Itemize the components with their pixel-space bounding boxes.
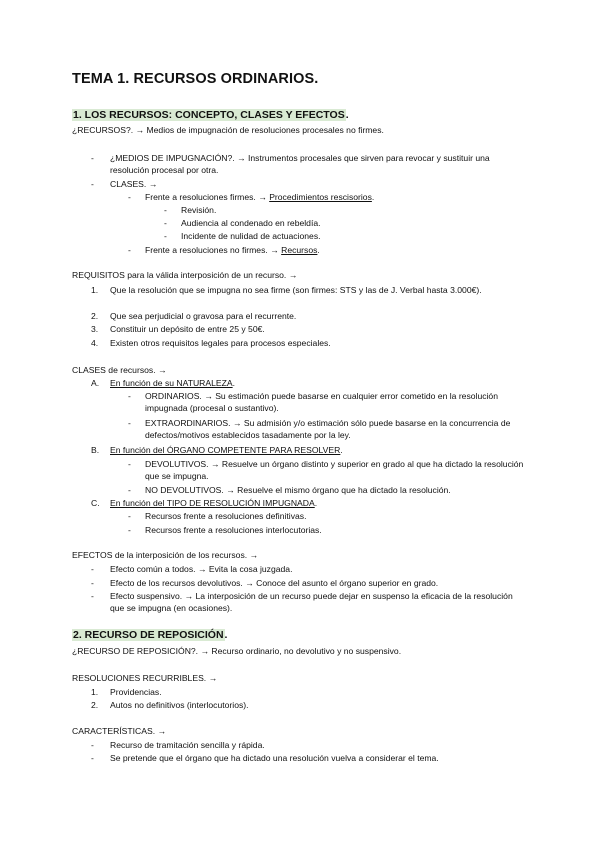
bullet-dash: -	[91, 153, 94, 163]
firmes-item: Frente a resoluciones firmes. → Procedimientos rescisorios.	[145, 192, 375, 202]
bullet-dash: -	[91, 753, 94, 763]
bullet-dash: -	[128, 418, 131, 428]
list-number: 2.	[91, 700, 99, 710]
efecto-item: Efecto de los recursos devolutivos. → Conoce del asunto el órgano superior en grado.	[110, 578, 439, 588]
requisito-item: Existen otros requisitos legales para procesos especiales.	[110, 338, 331, 348]
bullet-dash: -	[91, 591, 94, 601]
list-number: 2.	[91, 311, 99, 321]
resolucion-item: Providencias.	[110, 687, 162, 697]
clases-recursos-heading: CLASES de recursos. →	[72, 365, 167, 375]
clase-b-item: En función del ÓRGANO COMPETENTE PARA RESOLVER.	[110, 445, 343, 455]
list-number: 1.	[91, 285, 99, 295]
bullet-dash: -	[164, 205, 167, 215]
clase-b-subitem: DEVOLUTIVOS. → Resuelve un órgano distinto y superior en grado al que ha dictado la resolución que se impugna.	[145, 459, 524, 481]
page-title: TEMA 1. RECURSOS ORDINARIOS.	[72, 71, 319, 87]
section-2-heading-text: 2. RECURSO DE REPOSICIÓN	[73, 629, 224, 641]
firmes-subitem: Revisión.	[181, 205, 217, 215]
section-2-heading: 2. RECURSO DE REPOSICIÓN.	[73, 629, 228, 641]
bullet-dash: -	[128, 525, 131, 535]
list-letter: A.	[91, 378, 100, 388]
bullet-dash: -	[164, 231, 167, 241]
bullet-dash: -	[128, 192, 131, 202]
procedimientos-rescisorios-link: Procedimientos rescisorios	[269, 192, 372, 202]
efectos-heading: EFECTOS de la interposición de los recursos. →	[72, 550, 259, 560]
bullet-dash: -	[128, 511, 131, 521]
recursos-definition: ¿RECURSOS?. → Medios de impugnación de resoluciones procesales no firmes.	[72, 125, 384, 135]
clase-a-subitem: EXTRAORDINARIOS. → Su admisión y/o estimación sólo puede basarse en la concurrencia de defectos/motivos establecidos tasadamente por la ley.	[145, 418, 511, 440]
bullet-dash: -	[91, 578, 94, 588]
efecto-item: Efecto común a todos. → Evita la cosa juzgada.	[110, 564, 293, 574]
clase-a-item: En función de su NATURALEZA.	[110, 378, 235, 388]
clases-item: CLASES. →	[110, 179, 158, 189]
resoluciones-heading: RESOLUCIONES RECURRIBLES. →	[72, 673, 218, 683]
reposicion-definition: ¿RECURSO DE REPOSICIÓN?. → Recurso ordinario, no devolutivo y no suspensivo.	[72, 646, 402, 656]
resolucion-item: Autos no definitivos (interlocutorios).	[110, 700, 249, 710]
list-number: 3.	[91, 324, 99, 334]
section-1-heading: 1. LOS RECURSOS: CONCEPTO, CLASES Y EFECTOS.	[73, 109, 349, 121]
efecto-item: Efecto suspensivo. → La interposición de un recurso puede dejar en suspenso la eficacia de la resolución que se impugna (en ocasiones).	[110, 591, 513, 613]
bullet-dash: -	[128, 245, 131, 255]
clase-c-item: En función del TIPO DE RESOLUCIÓN IMPUGNADA.	[110, 498, 318, 508]
bullet-dash: -	[91, 740, 94, 750]
caracteristicas-heading: CARACTERÍSTICAS. →	[72, 726, 167, 736]
requisito-item: Que sea perjudicial o gravosa para el recurrente.	[110, 311, 297, 321]
bullet-dash: -	[91, 564, 94, 574]
caracteristica-item: Recurso de tramitación sencilla y rápida.	[110, 740, 265, 750]
list-letter: C.	[91, 498, 100, 508]
requisitos-heading: REQUISITOS para la válida interposición de un recurso. →	[72, 270, 298, 280]
list-number: 4.	[91, 338, 99, 348]
requisito-item: Constituir un depósito de entre 25 y 50€.	[110, 324, 265, 334]
requisito-item: Que la resolución que se impugna no sea firme (son firmes: STS y las de J. Verbal hasta 3.000€).	[110, 285, 482, 295]
bullet-dash: -	[128, 391, 131, 401]
section-1-heading-text: 1. LOS RECURSOS: CONCEPTO, CLASES Y EFECTOS	[73, 109, 345, 121]
clase-a-subitem: ORDINARIOS. → Su estimación puede basarse en cualquier error cometido en la resolución impugnada (procesal o sustantivo).	[145, 391, 498, 413]
caracteristica-item: Se pretende que el órgano que ha dictado una resolución vuelva a considerar el tema.	[110, 753, 439, 763]
recursos-link: Recursos	[281, 245, 318, 255]
clase-c-subitem: Recursos frente a resoluciones interlocutorias.	[145, 525, 322, 535]
firmes-subitem: Audiencia al condenado en rebeldía.	[181, 218, 321, 228]
clase-c-subitem: Recursos frente a resoluciones definitivas.	[145, 511, 307, 521]
clase-b-subitem: NO DEVOLUTIVOS. → Resuelve el mismo órgano que ha dictado la resolución.	[145, 485, 451, 495]
bullet-dash: -	[128, 459, 131, 469]
list-number: 1.	[91, 687, 99, 697]
firmes-subitem: Incidente de nulidad de actuaciones.	[181, 231, 321, 241]
bullet-dash: -	[91, 179, 94, 189]
bullet-dash: -	[164, 218, 167, 228]
nofirmes-item: Frente a resoluciones no firmes. → Recursos.	[145, 245, 320, 255]
bullet-dash: -	[128, 485, 131, 495]
medios-item: ¿MEDIOS DE IMPUGNACIÓN?. → Instrumentos procesales que sirven para revocar y sustituir una resolución procesal por otra.	[110, 153, 490, 175]
list-letter: B.	[91, 445, 100, 455]
